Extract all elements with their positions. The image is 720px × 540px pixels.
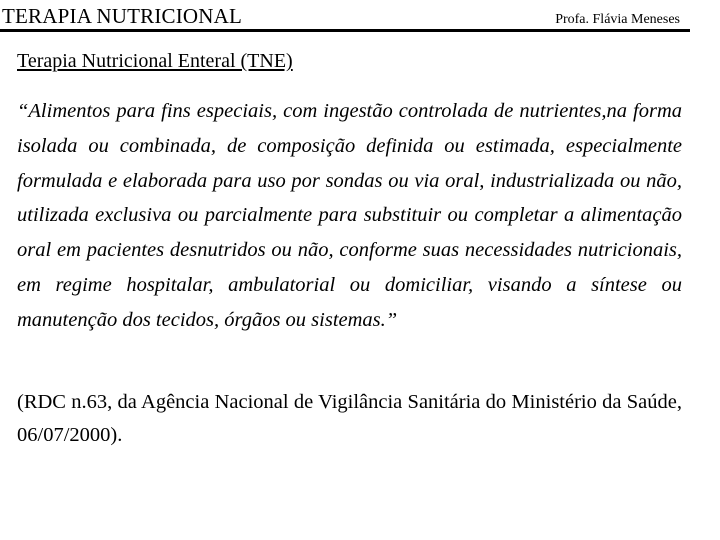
section-heading: Terapia Nutricional Enteral (TNE) [17, 50, 293, 72]
header-divider [0, 29, 690, 32]
slide-header [0, 0, 690, 33]
header-title: TERAPIA NUTRICIONAL [2, 4, 243, 28]
header-author: Profa. Flávia Meneses [555, 12, 680, 27]
definition-quote: “Alimentos para fins especiais, com ingestão controlada de nutrientes,na forma isolada ou combinada, de composição definida ou estimada, especialmente formulada e elaborada para uso por sondas ou via oral, industrializada ou não, utilizada exclusiva ou parcialmente para substituir ou completar a alimentação oral em pacientes desnutridos ou não, conforme suas necessidades nutricionais, em regime hospitalar, ambulatorial ou domiciliar, visando a síntese ou manutenção dos tecidos, órgãos ou sistemas.” [17, 100, 682, 331]
source-citation: (RDC n.63, da Agência Nacional de Vigilância Sanitária do Ministério da Saúde, 06/07/2000). [17, 391, 682, 446]
